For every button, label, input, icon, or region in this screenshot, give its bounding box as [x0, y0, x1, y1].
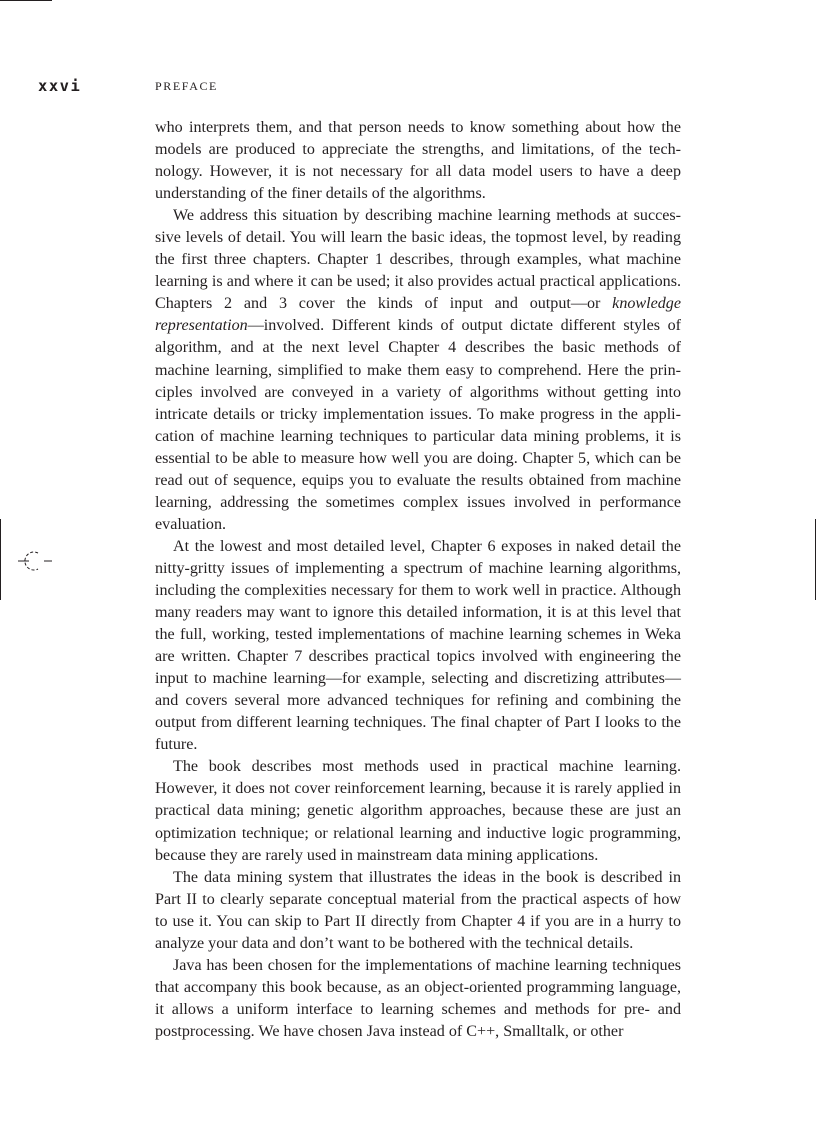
paragraph-1: who interprets them, and that person needs to know something about how the models are produced to appreciate the strengths, and limitations, of the technology. However, it is not necessary for all data model users to have a deep understanding of the finer details of the algorithms. — [155, 119, 681, 203]
crop-mark-left — [0, 519, 1, 600]
page-number: xxvi — [38, 77, 82, 95]
paragraph-5: The data mining system that illustrates the ideas in the book is described in Part II to clearly separate conceptual material from the practical aspects of how to use it. You can skip to Part II directly from Chapter 4 if you are in a hurry to analyze your data and don’t want to be bothered with the technical details. — [155, 868, 681, 952]
paragraph-4: The book describes most methods used in practical machine learning. However, it does not cover reinforcement learning, because it is rarely applied in practical data mining; genetic algorithm approaches, because these are just an optimization technique; or relational learning and inductive logic programming, because they are rarely used in mainstream data mining applications. — [155, 758, 681, 864]
crop-mark-top — [0, 0, 52, 1]
paragraph-2 — [155, 205, 681, 536]
paragraph-2-italic-term: knowledge representation — [155, 295, 681, 335]
paragraph-3: At the lowest and most detailed level, Chapter 6 exposes in naked detail the nitty-gritty issues of implementing a spectrum of machine learning algorithms, including the complexities necessary for them to work well in practice. Although many readers may want to ignore this detailed information, it is at this level that the full, working, tested implementations of machine learning schemes in Weka are written. Chapter 7 describes practical topics involved with engineering the input to machine learning—for example, selecting and discretizing attributes—and covers several more advanced techniques for refining and combining the output from different learning techniques. The final chapter of Part I looks to the future. — [155, 537, 681, 754]
running-head: PREFACE — [155, 79, 218, 93]
paragraph-6: Java has been chosen for the implementations of machine learning techniques that accompany this book because, as an object-oriented programming language, it allows a uniform interface to learning schemes and methods for pre- and postprocessing. We have chosen Java instead of C++, Smalltalk, or other — [155, 956, 681, 1040]
paragraph-2-text-a: We address this situation by describing machine learning methods at successive levels of detail. You will learn the basic ideas, the topmost level, by reading the first three chapters. Chapter 1 describes, through examples, what machine learning is and where it can be used; it also provides actual practical applications. Chapters 2 and 3 cover the kinds of input and output—or — [155, 207, 681, 313]
paragraph-2-text-b: —involved. Different kinds of output dictate different styles of algorithm, and at the next level Chapter 4 describes the basic methods of machine learning, simplified to make them easy to comprehend. Here the principles involved are conveyed in a variety of algorithms without getting into intricate details or tricky implementation issues. To make progress in the application of machine learning techniques to particular data mining problems, it is essential to be able to measure how well you are doing. Chapter 5, which can be read out of sequence, equips you to evaluate the results obtained from machine learning, addressing the sometimes complex issues involved in performance evaluation. — [155, 317, 681, 533]
registration-mark-icon — [14, 545, 54, 575]
body-text — [155, 117, 681, 1043]
